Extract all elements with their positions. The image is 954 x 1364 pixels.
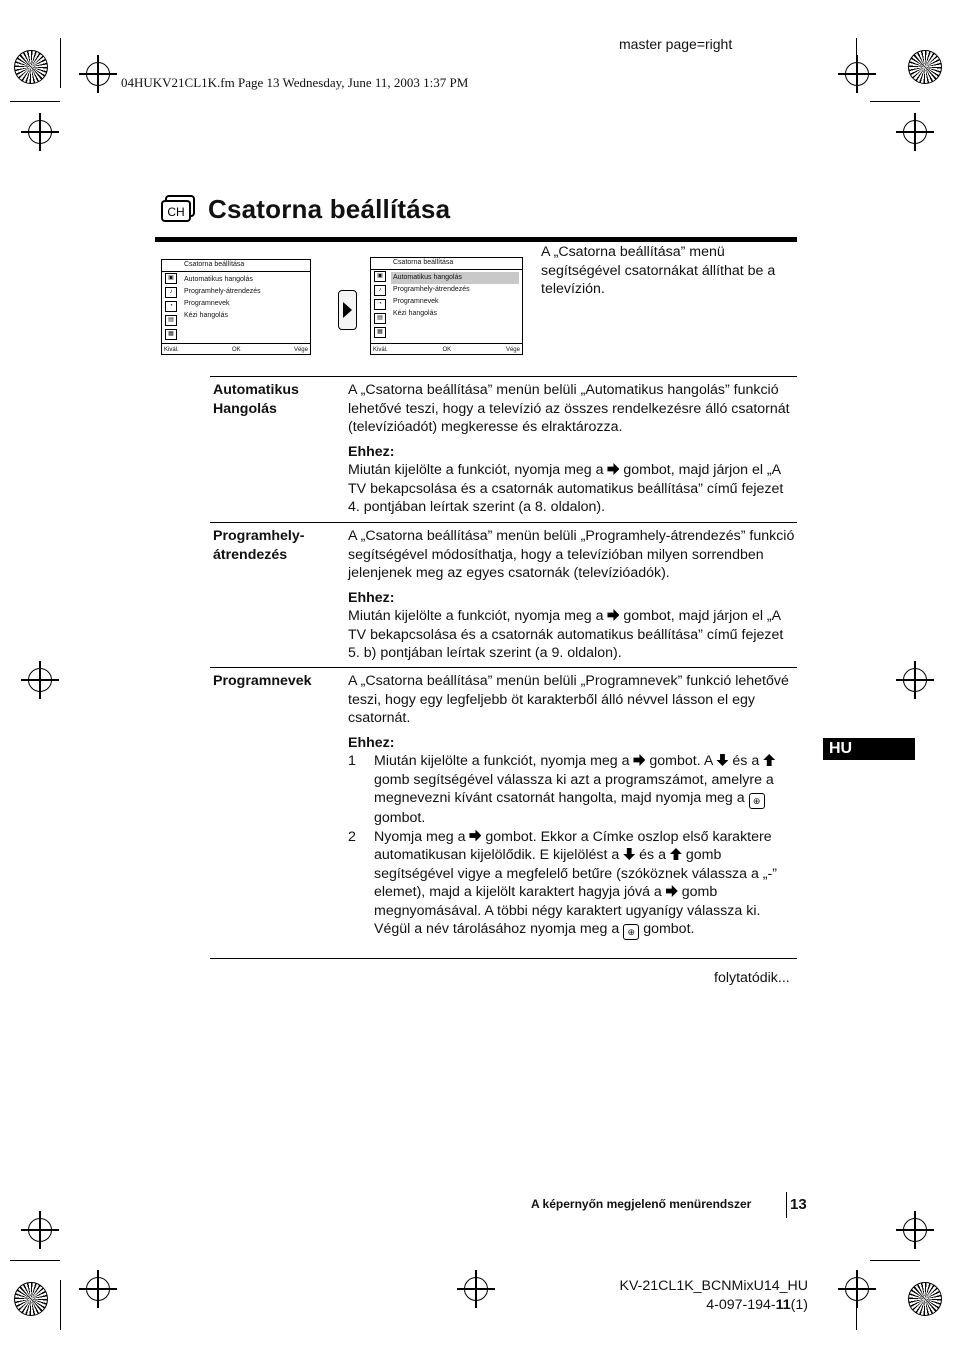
timer-icon: ◔ [374,299,386,310]
crosshair-mark [845,62,869,86]
ch-channel-icon [160,195,196,225]
crop-line [60,38,61,88]
menu-title: Csatorna beállítása [393,259,454,266]
sound-icon: ♪ [165,287,177,298]
row-term: Automatikus Hangolás [213,382,299,417]
menu-footer-divider [162,343,310,344]
instr-text: gombot, majd járjon el „A TV bekapcsolása és a csatornák automatikus beállítása” című fejezet 4. pontjában leírtak szerint (a 8. oldalon). [348,462,784,515]
crop-line [870,1260,920,1261]
crosshair-mark [86,1277,110,1301]
step-fragment: gomb segítségével válassza ki azt a programszámot, amelyre a megnevezni kívánt csatornát hangolta, majd nyomja meg a [374,771,774,806]
row-term: Programhely-átrendezés [213,528,305,563]
menu-footer-divider [371,343,522,344]
footer-ok: OK [231,347,241,353]
step-fragment: Miután kijelölte a funkciót, nyomja meg a [374,753,630,769]
crosshair-mark [845,1277,869,1301]
menu-screen-left [161,259,311,355]
menu-items [393,272,519,320]
title-rule [155,237,797,242]
model-part: 4-097-194- [706,1297,776,1313]
step-text [374,752,798,828]
row-instructions [348,461,798,517]
menu-item: Programnevek [184,300,230,307]
row-term: Programnevek [213,673,312,689]
menu-divider [371,269,522,270]
row-desc-text: A „Csatorna beállítása” menün belüli „Programhely-átrendezés” funkció segítségével módosíthatja, hogy a televízióban milyen sorrendben jelenjenek meg az egyes csatornák (televízióadók). [348,528,795,581]
step-number: 1 [348,753,356,769]
right-arrow-icon [607,463,619,475]
crosshair-mark [464,1277,488,1301]
registration-sunburst-mark [14,50,48,84]
crop-line [870,101,920,102]
step-fragment: gomb segítségével vigye a megfelelő betűre (szóköznek válassza a „-” elemet), majd a kijelölt karaktert hagyja jóvá a [374,847,777,900]
ehhez-label: Ehhez: [348,589,395,606]
table-row [210,667,797,958]
model-code [603,1277,808,1315]
step-fragment: és a [639,847,666,863]
ok-button-icon: ⊕ [623,924,639,940]
row-description [348,672,798,940]
step-1 [348,752,798,828]
menu-item: Automatikus hangolás [184,276,253,283]
row-description [348,527,798,663]
ehhez-label: Ehhez: [348,443,395,460]
row-instructions [348,607,798,663]
right-arrow-button-icon [338,290,357,330]
up-arrow-icon [670,848,682,860]
step-fragment: Nyomja meg a [374,828,466,845]
menu-item: Programhely-átrendezés [184,288,261,295]
menu-items [184,274,261,322]
footer-divider [786,1192,787,1218]
footer-select: Kivál. [164,347,179,353]
picture-icon: ▣ [165,273,177,284]
menu-footer [373,347,520,353]
ch-icon-text: CH [167,204,185,219]
crosshair-mark [903,120,927,144]
crosshair-mark [903,1218,927,1242]
crosshair-mark [903,668,927,692]
menu-item: Kézi hangolás [393,310,437,317]
footer-select: Kivál. [373,347,388,353]
table-bottom-rule [210,958,797,959]
setup-icon: ▦ [374,327,386,338]
right-arrow-icon [666,885,678,897]
right-arrow-icon [633,754,645,766]
right-arrow-icon [607,609,619,621]
menu-divider [162,271,310,272]
down-arrow-icon [716,754,728,766]
language-tab: HU [823,738,915,760]
registration-sunburst-mark [908,1282,942,1316]
step-number: 2 [348,828,356,845]
instr-text: Miután kijelölte a funkciót, nyomja meg a [348,608,604,624]
step-fragment: gombot. Ekkor a Címke oszlop első karaktere automatikusan kijelölődik. E kijelölést a [374,828,772,863]
model-line-1: KV-21CL1K_BCNMixU14_HU [619,1278,808,1294]
instr-text: gombot, majd járjon el „A TV bekapcsolása és a csatornák automatikus beállítása” című fejezet 5. b) pontjában leírtak szerint (a 9. oldalon). [348,608,784,661]
step-2 [348,828,798,941]
menu-item: Programhely-átrendezés [393,286,470,293]
right-arrow-icon [469,830,481,842]
crosshair-mark [28,668,52,692]
section-heading [160,194,450,225]
menu-screen-right [370,257,523,355]
menu-item-highlighted: Automatikus hangolás [391,272,519,284]
ok-button-icon: ⊕ [749,793,765,809]
up-arrow-icon [763,754,775,766]
ehhez-label: Ehhez: [348,734,395,751]
step-text [374,828,798,941]
model-part-bold: 11 [775,1297,791,1313]
menu-footer [164,347,308,353]
channel-icon: ▤ [374,313,386,324]
instr-text: Miután kijelölte a funkciót, nyomja meg a [348,462,604,478]
menu-icon-column [165,273,177,343]
footer-ok: OK [442,347,452,353]
menu-item: Kézi hangolás [184,312,228,319]
step-fragment: gombot. [643,921,695,937]
menu-item: Programnevek [393,298,439,305]
crosshair-mark [28,1218,52,1242]
continued-note: folytatódik... [714,970,790,986]
channel-icon: ▤ [165,315,177,326]
intro-text: A „Csatorna beállítása” menü segítségével csatornákat állíthat be a televízión. [541,244,776,297]
step-fragment: és a [732,753,760,769]
row-desc-text: A „Csatorna beállítása” menün belüli „Programnevek” funkció lehetővé teszi, hogy egy legfeljebb öt karakterből álló névvel lásson el egy csatornát. [348,673,789,726]
page-title: Csatorna beállítása [208,194,451,224]
menu-title: Csatorna beállítása [184,261,245,268]
crop-line [60,1280,61,1330]
page-number: 13 [790,1196,807,1213]
step-fragment: gombot. [374,810,426,826]
row-description [348,381,798,517]
setup-icon: ▦ [165,329,177,340]
picture-icon: ▣ [374,271,386,282]
master-page-note: master page=right [619,36,733,52]
step-fragment: gombot. A [649,753,713,769]
registration-sunburst-mark [908,50,942,84]
step-fragment: gomb megnyomásával. A többi négy karaktert ugyanígy válassza ki. Végül a név tárolásához nyomja meg a [374,884,761,937]
crop-line [10,101,60,102]
footer-exit: Vége [293,347,308,353]
down-arrow-icon [623,848,635,860]
sound-icon: ♪ [374,285,386,296]
file-info-header: 04HUKV21CL1K.fm Page 13 Wednesday, June 11, 2003 1:37 PM [121,75,469,90]
crosshair-mark [86,62,110,86]
menu-icon-column [374,271,386,341]
model-line-2 [603,1296,808,1315]
table-row [210,376,797,523]
footer-section-name: A képernyőn megjelenő menürendszer [531,1197,752,1211]
table-row [210,522,797,668]
registration-sunburst-mark [14,1282,48,1316]
crop-line [10,1260,60,1261]
crop-line [856,38,857,88]
row-desc-text: A „Csatorna beállítása” menün belüli „Automatikus hangolás” funkció lehetővé teszi, hogy a televízió az összes rendelkezésre álló csatornát (televízióadót) megkeresse és elraktározza. [348,382,790,435]
crosshair-mark [28,120,52,144]
crop-line [856,1280,857,1330]
footer-exit: Vége [505,347,520,353]
timer-icon: ◔ [165,301,177,312]
model-part: (1) [790,1297,808,1313]
